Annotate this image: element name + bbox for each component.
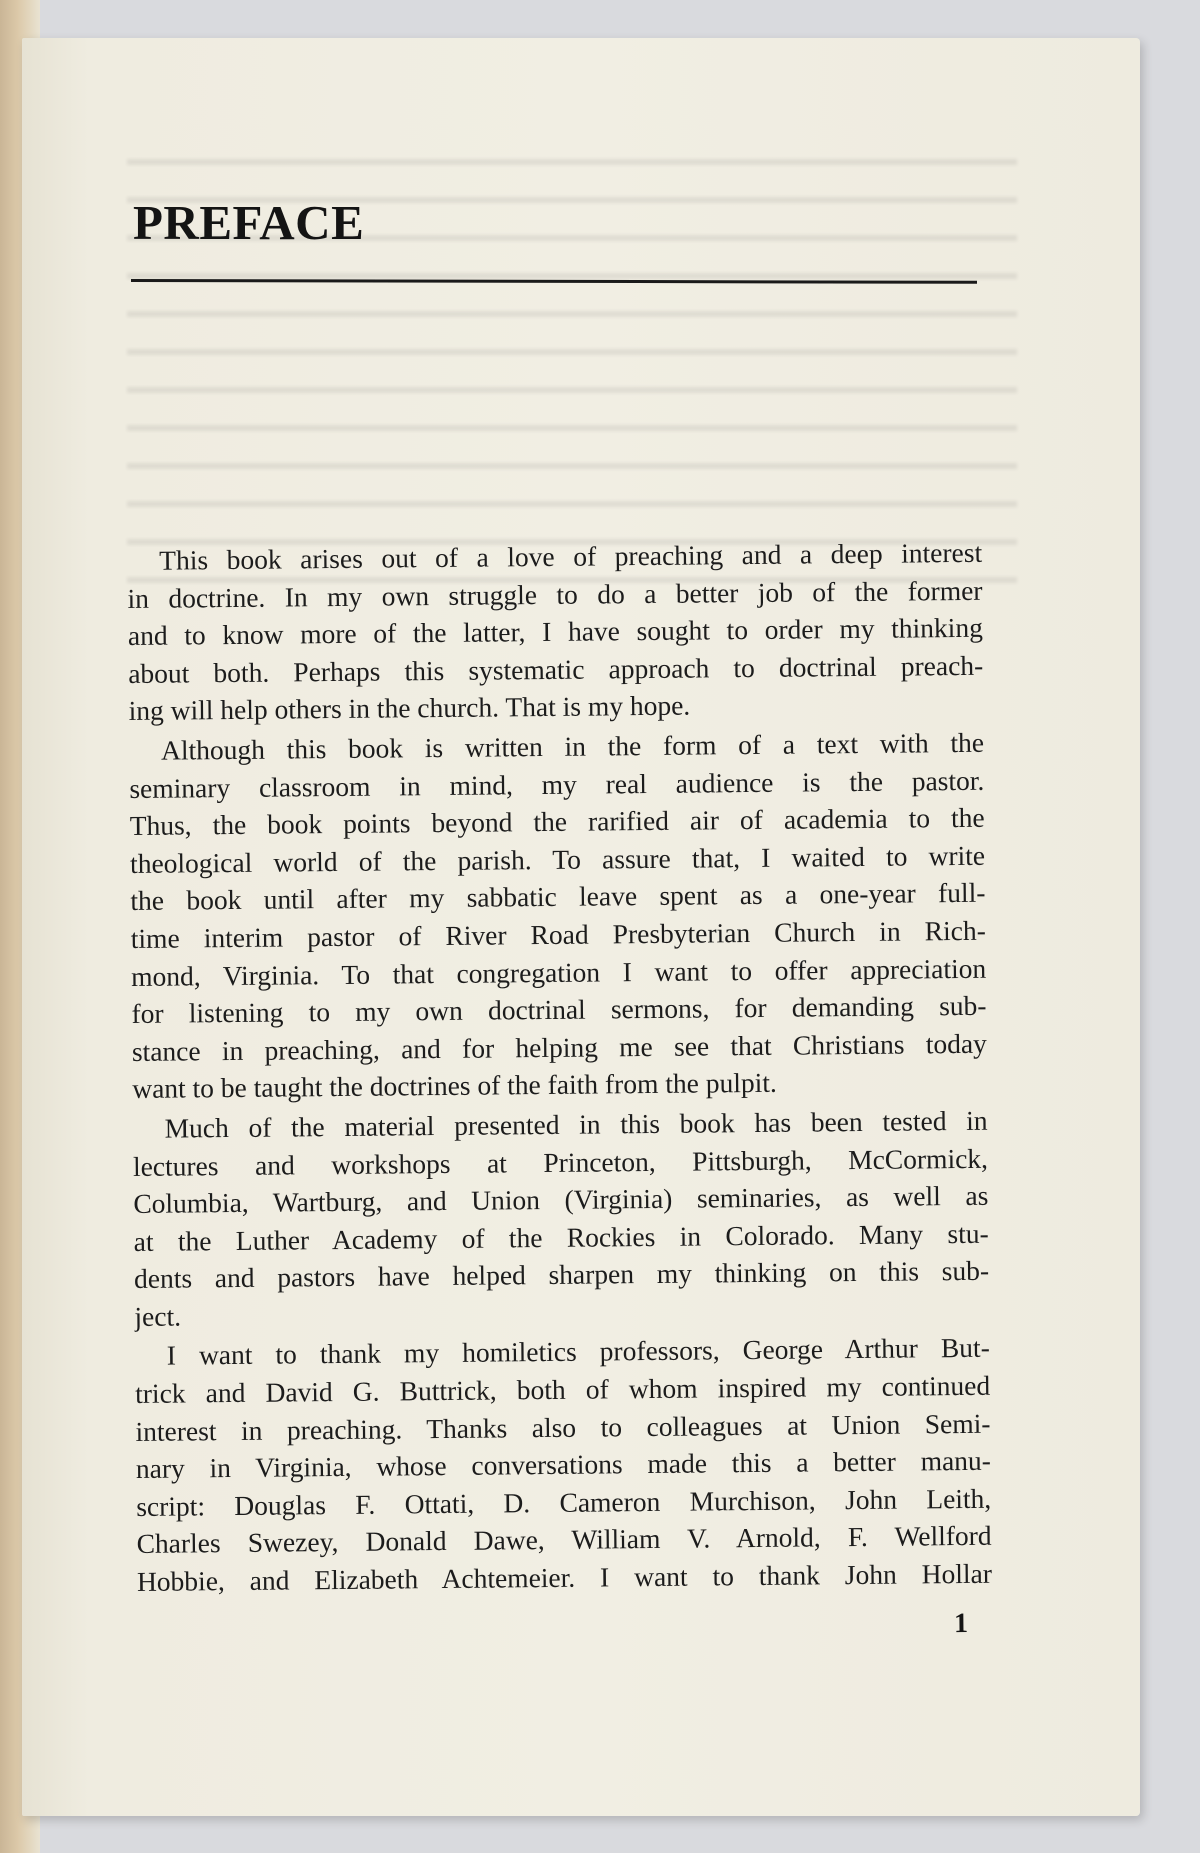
text-line: Thus, the book points beyond the rarified air of academia to the [129, 801, 985, 842]
text-line: want to be taught the doctrines of the faith from the pulpit. [132, 1067, 777, 1105]
text-line: about both. Perhaps this systematic approach to doctrinal preach- [128, 649, 984, 689]
text-line: script: Douglas F. Ottati, D. Cameron Murchison, John Leith, [136, 1482, 992, 1522]
paragraph [132, 1102, 989, 1336]
text-line: This book arises out of a love of preaching and a deep interest [159, 536, 983, 576]
paragraph [135, 1329, 992, 1600]
text-line: stance in preaching, and for helping me see that Christians today [131, 1027, 987, 1067]
chapter-heading: PREFACE [133, 195, 365, 250]
page-number: 1 [953, 1607, 969, 1640]
preface-body [127, 534, 992, 1601]
text-line: ing will help others in the church. That is my hope. [128, 689, 691, 727]
text-line: nary in Virginia, whose conversations made this a better manu- [135, 1445, 992, 1485]
text-line: seminary classroom in mind, my real audience is the pastor. [129, 764, 985, 804]
text-line: time interim pastor of River Road Presbyterian Church in Rich- [130, 914, 986, 954]
text-line: Much of the material presented in this book has been tested in [164, 1104, 988, 1144]
text-line: trick and David G. Buttrick, both of whom inspired my continued [135, 1369, 991, 1410]
paragraph [129, 724, 988, 1108]
text-line: Columbia, Wartburg, and Union (Virginia) seminaries, as well as [133, 1179, 989, 1220]
text-line: and to know more of the latter, I have sought to order my thinking [127, 611, 984, 652]
text-line: I want to thank my homiletics professors, George Arthur But- [166, 1332, 990, 1372]
text-line: Hobbie, and Elizabeth Achtemeier. I want to thank John Hollar [136, 1557, 993, 1597]
text-line: Although this book is written in the form of a text with the [160, 726, 985, 766]
text-line: lectures and workshops at Princeton, Pittsburgh, McCormick, [132, 1142, 989, 1182]
text-line: theological world of the parish. To assure that, I waited to write [129, 839, 986, 879]
text-line: for listening to my own doctrinal sermons, for demanding sub- [131, 989, 987, 1030]
text-line: Charles Swezey, Donald Dawe, William V. Arnold, F. Wellford [136, 1520, 992, 1560]
text-line: the book until after my sabbatic leave spent as a one-year full- [130, 877, 986, 917]
text-line: at the Luther Academy of the Rockies in Colorado. Many stu- [133, 1217, 989, 1257]
paragraph [127, 534, 984, 730]
text-line: ject. [134, 1300, 182, 1332]
text-line: interest in preaching. Thanks also to colleagues at Union Semi- [135, 1407, 991, 1447]
text-line: in doctrine. In my own struggle to do a better job of the former [127, 574, 983, 614]
text-line: mond, Virginia. To that congregation I want to offer appreciation [131, 952, 987, 992]
text-line: dents and pastors have helped sharpen my thinking on this sub- [133, 1255, 990, 1295]
